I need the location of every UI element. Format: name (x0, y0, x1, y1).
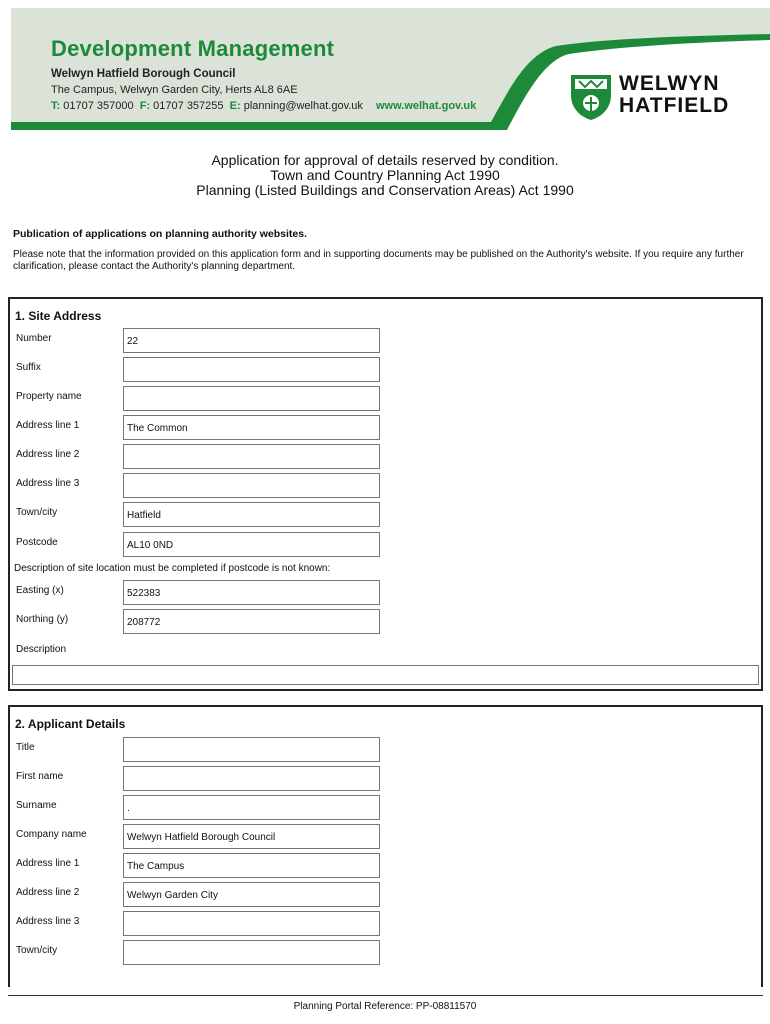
property-name-field[interactable] (123, 386, 380, 411)
fax-label: F: (139, 100, 151, 112)
contact-line (51, 100, 476, 112)
address-line-1-label: Address line 1 (16, 858, 80, 869)
logo-line-1: WELWYN (619, 72, 720, 95)
email-link[interactable]: planning@welhat.gov.uk (243, 100, 363, 112)
address-line-1-field[interactable]: The Common (123, 415, 380, 440)
easting-field[interactable]: 522383 (123, 580, 380, 605)
title-field[interactable] (123, 737, 380, 762)
site-address-section (8, 297, 763, 691)
address-line-2-label: Address line 2 (16, 887, 80, 898)
address-line-3-label: Address line 3 (16, 478, 80, 489)
document-title (0, 153, 770, 198)
number-label: Number (16, 333, 52, 344)
title-line-1: Application for approval of details reserved by condition. (211, 152, 559, 168)
title-label: Title (16, 742, 35, 753)
town-field[interactable] (123, 940, 380, 965)
title-line-3: Planning (Listed Buildings and Conservation Areas) Act 1990 (196, 182, 574, 198)
easting-label: Easting (x) (16, 585, 64, 596)
company-name-field[interactable]: Welwyn Hatfield Borough Council (123, 824, 380, 849)
address-line-2-label: Address line 2 (16, 449, 80, 460)
property-name-label: Property name (16, 391, 82, 402)
section-title: 1. Site Address (15, 309, 102, 323)
council-name: Welwyn Hatfield Borough Council (51, 68, 236, 80)
address-line-1-field[interactable]: The Campus (123, 853, 380, 878)
first-name-field[interactable] (123, 766, 380, 791)
postcode-label: Postcode (16, 537, 58, 548)
northing-field[interactable]: 208772 (123, 609, 380, 634)
northing-label: Northing (y) (16, 614, 69, 625)
surname-field[interactable]: . (123, 795, 380, 820)
publication-heading: Publication of applications on planning authority websites. (13, 228, 308, 240)
company-name-label: Company name (16, 829, 87, 840)
address-line-2-field[interactable]: Welwyn Garden City (123, 882, 380, 907)
portal-reference: Planning Portal Reference: PP-08811570 (293, 1001, 477, 1012)
applicant-details-section (8, 705, 763, 987)
town-field[interactable]: Hatfield (123, 502, 380, 527)
town-label: Town/city (16, 507, 58, 518)
logo-line-2: HATFIELD (619, 94, 730, 117)
council-address: The Campus, Welwyn Garden City, Herts AL8 6AE (51, 84, 298, 96)
address-line-3-field[interactable] (123, 473, 380, 498)
letterhead-title: Development Management (51, 36, 335, 61)
tel-label: T: (51, 100, 61, 112)
tel-number: 01707 357000 (63, 100, 134, 112)
letterhead (11, 8, 770, 132)
postcode-field[interactable]: AL10 0ND (123, 532, 380, 557)
fax-number: 01707 357255 (153, 100, 224, 112)
town-label: Town/city (16, 945, 58, 956)
welwyn-hatfield-logo (569, 71, 769, 131)
first-name-label: First name (16, 771, 64, 782)
section-title: 2. Applicant Details (15, 717, 126, 731)
publication-text: Please note that the information provided on this application form and in supporting documents may be published on the Authority's website. If you require any further clarification, please contact the Authority's planning department. (13, 249, 744, 272)
shield-icon (569, 71, 613, 121)
description-field[interactable] (12, 665, 759, 685)
location-note: Description of site location must be completed if postcode is not known: (14, 563, 331, 574)
number-field[interactable]: 22 (123, 328, 380, 353)
address-line-3-label: Address line 3 (16, 916, 80, 927)
address-line-1-label: Address line 1 (16, 420, 80, 431)
footer-divider (8, 995, 763, 996)
description-label: Description (16, 644, 67, 655)
logo-wordmark (619, 73, 729, 117)
website-link[interactable]: www.welhat.gov.uk (376, 100, 477, 112)
suffix-label: Suffix (16, 362, 41, 373)
email-label: E: (229, 100, 241, 112)
address-line-2-field[interactable] (123, 444, 380, 469)
address-line-3-field[interactable] (123, 911, 380, 936)
suffix-field[interactable] (123, 357, 380, 382)
title-line-2: Town and Country Planning Act 1990 (270, 167, 500, 183)
surname-label: Surname (16, 800, 57, 811)
